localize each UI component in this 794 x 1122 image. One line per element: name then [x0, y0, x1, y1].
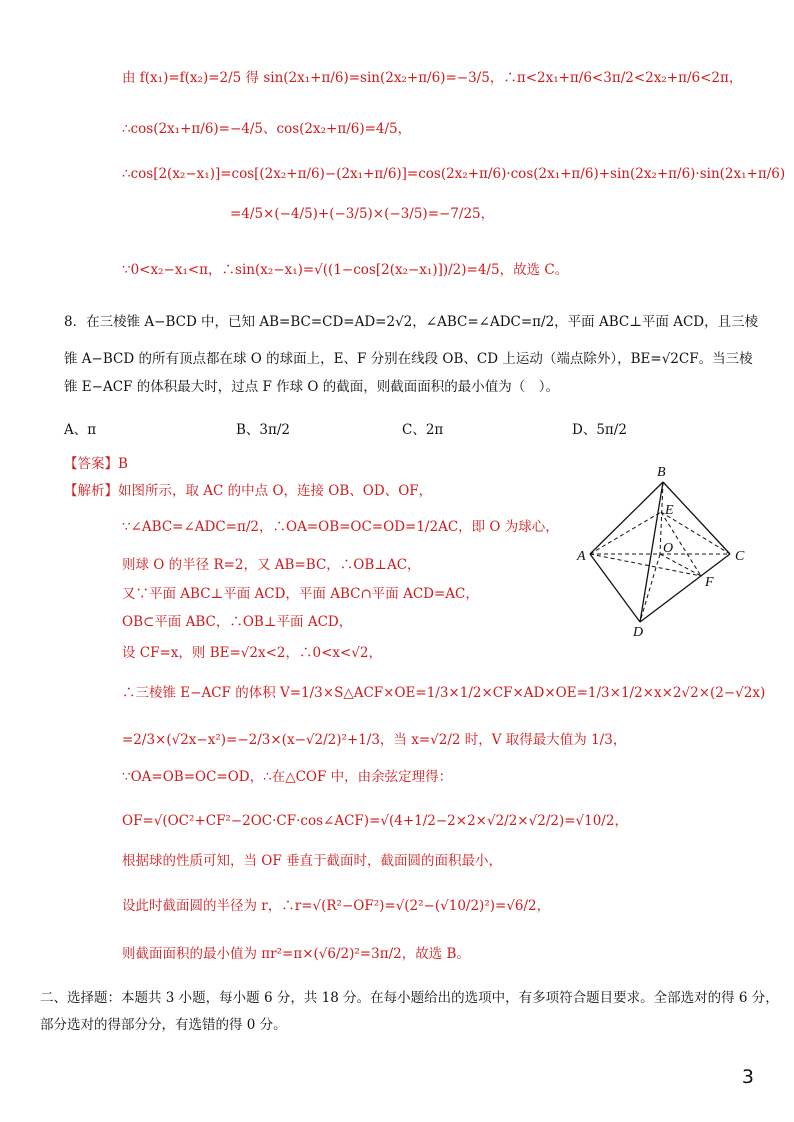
analysis-line-12: 设此时截面圆的半径为 r，∴r=√(R²−OF²)=√(2²−(√10/2)²)=√6/2，	[122, 898, 551, 914]
analysis-line-10: OF=√(OC²+CF²−2OC·CF·cos∠ACF)=√(4+1/2−2×2×√2/2×√2/2)=√10/2，	[122, 813, 628, 829]
analysis-line-4: 又∵平面 ABC⊥平面 ACD，平面 ABC∩平面 ACD=AC，	[122, 586, 479, 602]
segment-af	[590, 554, 701, 576]
problem-8-line-3: 锥 E−ACF 的体积最大时，过点 F 作球 O 的截面，则截面面积的最小值为（ ）。	[64, 379, 560, 395]
analysis-line-6: 设 CF=x，则 BE=√2x<2，∴0<x<√2，	[122, 645, 383, 661]
section-2-line-1: 二、选择题：本题共 3 小题，每小题 6 分，共 18 分。在每小题给出的选项中，有多项符合题目要求。全部选对的得 6 分，	[40, 990, 779, 1006]
answer-label: 【答案】B	[64, 456, 128, 472]
analysis-line-8: =2/3×(√2x−x²)=−2/3×(x−√2/2)²+1/3，当 x=√2/2 时，V 取得最大值为 1/3，	[122, 732, 627, 748]
derivation-line-1: 由 f(x₁)=f(x₂)=2/5 得 sin(2x₁+π/6)=sin(2x₂+π/6)=−3/5，∴π<2x₁+π/6<3π/2<2x₂+π/6<2π，	[122, 70, 743, 86]
analysis-line-3: 则球 O 的半径 R=2，又 AB=BC，∴OB⊥AC，	[122, 557, 421, 573]
choice-b: B、3π/2	[236, 422, 291, 438]
problem-8-line-1: 8．在三棱锥 A−BCD 中，已知 AB=BC=CD=AD=2√2，∠ABC=∠ADC=π/2，平面 ABC⊥平面 ACD，且三棱	[64, 314, 759, 330]
problem-8-line-2: 锥 A−BCD 的所有顶点都在球 O 的球面上，E、F 分别在线段 OB、CD 上运动（端点除外），BE=√2CF。当三棱	[64, 351, 753, 367]
analysis-line-11: 根据球的性质可知，当 OF 垂直于截面时，截面圆的面积最小，	[122, 853, 503, 869]
derivation-line-2: ∴cos(2x₁+π/6)=−4/5、cos(2x₂+π/6)=4/5，	[122, 121, 412, 137]
derivation-line-5: ∵0<x₂−x₁<π，∴sin(x₂−x₁)=√((1−cos[2(x₂−x₁)])/2)=4/5，故选 C。	[122, 262, 569, 278]
edge-bd	[640, 482, 663, 622]
segment-of	[660, 554, 701, 576]
derivation-line-4: =4/5×(−4/5)+(−3/5)×(−3/5)=−7/25，	[230, 206, 495, 222]
label-o: O	[663, 541, 674, 556]
label-c: C	[735, 549, 745, 564]
analysis-line-7: ∴三棱锥 E−ACF 的体积 V=1/3×S△ACF×OE=1/3×1/2×CF×AD×OE=1/3×1/2×x×2√2×(2−√2x)	[122, 685, 766, 701]
label-d: D	[633, 625, 644, 640]
analysis-line-5: OB⊂平面 ABC，∴OB⊥平面 ACD，	[122, 614, 353, 630]
label-b: B	[657, 465, 666, 480]
label-e: E	[665, 503, 674, 518]
choice-d: D、5π/2	[572, 422, 627, 438]
derivation-line-3: ∴cos[2(x₂−x₁)]=cos[(2x₂+π/6)−(2x₁+π/6)]=cos(2x₂+π/6)·cos(2x₁+π/6)+sin(2x₂+π/6)·sin(2x₁+π/6)	[122, 166, 786, 182]
edge-da	[590, 554, 640, 622]
choice-a: A、π	[64, 422, 97, 438]
choice-c: C、2π	[402, 422, 444, 438]
analysis-line-9: ∵OA=OB=OC=OD，∴在△COF 中，由余弦定理得：	[122, 769, 453, 785]
tetrahedron-figure	[575, 462, 765, 642]
analysis-line-2: ∵∠ABC=∠ADC=π/2，∴OA=OB=OC=OD=1/2AC，即 O 为球心，	[122, 519, 559, 535]
analysis-line-1: 【解析】如图所示，取 AC 的中点 O，连接 OB、OD、OF，	[64, 483, 433, 499]
label-f: F	[705, 575, 714, 590]
analysis-line-13: 则截面面积的最小值为 πr²=π×(√6/2)²=3π/2，故选 B。	[122, 946, 470, 962]
section-2-line-2: 部分选对的得部分分，有选错的得 0 分。	[40, 1017, 287, 1033]
label-a: A	[577, 549, 586, 564]
page-number: 3	[741, 1066, 754, 1088]
edge-cd	[640, 554, 730, 622]
edge-ab	[590, 482, 663, 554]
